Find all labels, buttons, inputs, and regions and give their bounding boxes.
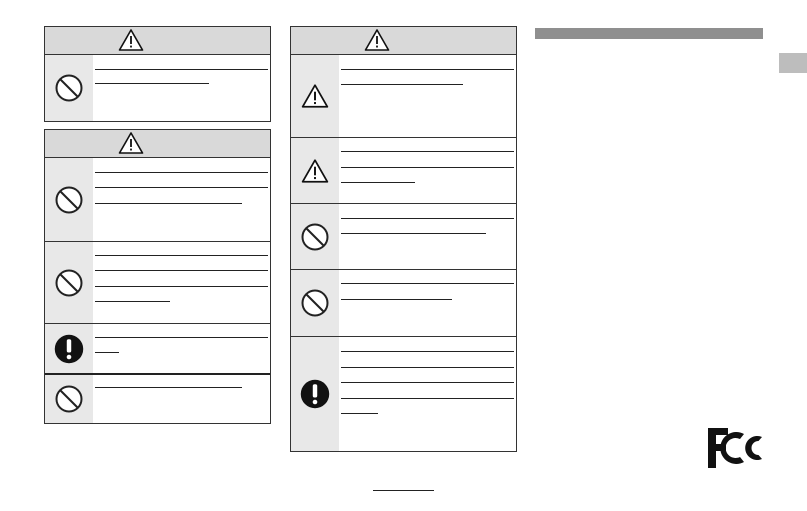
icon-column <box>45 375 93 423</box>
prohibition-icon <box>300 288 330 318</box>
caution-row <box>291 336 516 451</box>
exclamation-icon <box>299 378 331 410</box>
warning-row <box>45 323 270 373</box>
warning-row <box>45 373 270 423</box>
text-line <box>341 413 378 414</box>
warning-triangle-icon <box>301 158 329 184</box>
text-line <box>95 270 268 271</box>
prohibition-icon <box>54 185 84 215</box>
warning-row <box>45 55 270 121</box>
text-line <box>341 182 415 183</box>
text-line <box>341 367 514 368</box>
prohibition-icon <box>54 268 84 298</box>
exclamation-icon <box>53 333 85 365</box>
text-line <box>341 351 514 352</box>
prohibition-icon <box>300 222 330 252</box>
text-line <box>341 218 514 219</box>
text-line <box>341 167 514 168</box>
warning-panel <box>44 129 271 424</box>
caution-row <box>291 269 516 336</box>
text-line <box>95 387 242 388</box>
text-line <box>95 187 268 188</box>
text-line <box>341 151 514 152</box>
text-line <box>341 233 486 234</box>
text-line <box>95 69 268 70</box>
icon-column <box>45 55 93 121</box>
text-line <box>341 69 514 70</box>
text-line <box>341 84 463 85</box>
icon-column <box>45 158 93 241</box>
caution-row <box>291 55 516 137</box>
icon-column <box>45 242 93 323</box>
prohibition-icon <box>54 73 84 103</box>
danger-panel <box>44 26 271 122</box>
warning-triangle-icon <box>364 28 390 52</box>
text-line <box>95 203 242 204</box>
icon-column <box>291 138 339 203</box>
text-line <box>95 301 170 302</box>
icon-column <box>45 324 93 373</box>
chapter-tab <box>779 53 807 73</box>
caution-row <box>291 203 516 269</box>
icon-column <box>291 55 339 137</box>
text-line <box>341 382 514 383</box>
text-line <box>95 352 119 353</box>
text-line <box>341 283 514 284</box>
panel-header <box>45 130 270 158</box>
text-line <box>341 299 452 300</box>
page-footer-rule <box>373 490 434 491</box>
warning-triangle-icon <box>118 131 144 155</box>
prohibition-icon <box>54 384 84 414</box>
caution-panel <box>290 26 517 452</box>
icon-column <box>291 337 339 451</box>
section-heading-bar <box>535 28 763 39</box>
warning-row <box>45 158 270 241</box>
text-line <box>95 286 268 287</box>
warning-triangle-icon <box>118 28 144 52</box>
warning-row <box>45 241 270 323</box>
text-line <box>95 83 209 84</box>
text-line <box>95 172 268 173</box>
icon-column <box>291 270 339 336</box>
icon-column <box>291 204 339 269</box>
caution-row <box>291 137 516 203</box>
fcc-logo <box>706 426 764 470</box>
text-line <box>341 398 514 399</box>
panel-header <box>291 27 516 55</box>
text-line <box>95 255 268 256</box>
text-line <box>95 337 268 338</box>
warning-triangle-icon <box>301 83 329 109</box>
panel-header <box>45 27 270 55</box>
